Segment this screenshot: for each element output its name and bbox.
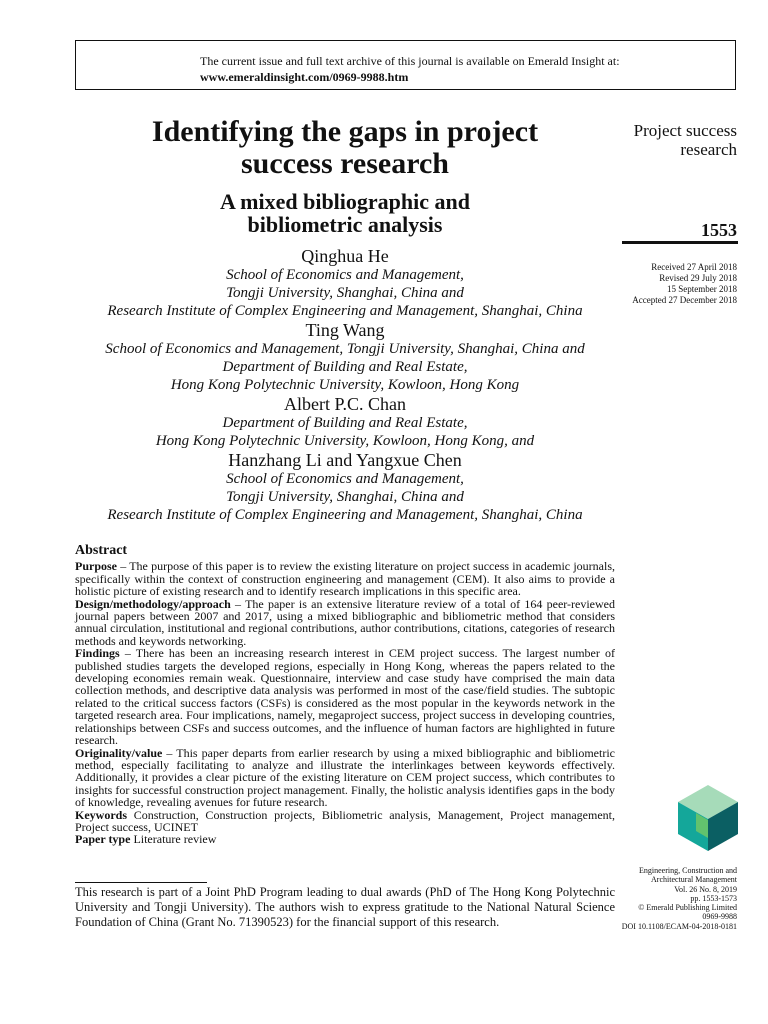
author-affiliation: Department of Building and Real Estate, [222,415,468,431]
running-title [634,121,737,159]
author-list [75,246,615,524]
section-label: Purpose [75,559,117,574]
accepted-date: Accepted 27 December 2018 [632,295,737,305]
section-label: Findings [75,646,120,661]
abstract-paper-type [75,833,615,845]
author-affiliation: Research Institute of Complex Engineering and Management, Shanghai, China [107,303,583,319]
journal-info [622,866,737,931]
section-label: Paper type [75,832,131,847]
journal-name-line-2: Architectural Management [651,875,737,885]
title-line-1: Identifying the gaps in project [151,115,539,148]
submission-dates [632,262,737,306]
author-affiliation: School of Economics and Management, [226,267,464,283]
abstract-design [75,598,615,648]
section-label: Keywords [75,807,127,822]
abstract [75,545,615,846]
journal-url-link[interactable]: www.emeraldinsight.com/0969-9988.htm [200,70,409,84]
abstract-keywords [75,809,615,834]
author-affiliation: Research Institute of Complex Engineering and Management, Shanghai, China [107,507,583,523]
funding-footnote: This research is part of a Joint PhD Program leading to dual awards (PhD of The Hong Kong Polytechnic University and Tongji University). The authors wish to express gratitude to the National Natural Science Foundation of China (Grant No. 71390523) for the financial support of this research. [75,885,615,929]
subtitle-line-1: A mixed bibliographic and [219,189,470,214]
abstract-findings [75,647,615,746]
author-affiliation: School of Economics and Management, Tongji University, Shanghai, China and [105,341,585,357]
revised-date: Revised 29 July 2018 [659,273,737,283]
journal-issn: 0969-9988 [702,912,737,922]
section-label: Design/methodology/approach [75,596,231,611]
section-text: Literature review [130,832,217,847]
author-affiliation: Tongji University, Shanghai, China and [226,489,464,505]
received-date: Received 27 April 2018 [651,262,737,272]
notice-text: The current issue and full text archive of this journal is available on Emerald Insight at: [200,54,620,68]
subtitle-line-2: bibliometric analysis [247,212,443,237]
revised-date-2: 15 September 2018 [667,284,737,294]
paper-title [75,116,615,180]
author-affiliation: Department of Building and Real Estate, [222,359,468,375]
author-name: Hanzhang Li and Yangxue Chen [228,450,462,470]
section-text: – The purpose of this paper is to review the existing literature on project success in academic journals, specifically within the context of construction engineering and management (CEM). It also aims to provide a holistic picture of existing research and to identify research implications in this specific area. [75,559,615,599]
availability-notice [200,53,620,85]
availability-notice-box [75,40,736,90]
running-title-line-1: Project success [633,121,737,140]
author-name: Albert P.C. Chan [283,394,406,414]
title-line-2: success research [240,147,449,180]
abstract-heading: Abstract [75,543,128,558]
abstract-originality [75,747,615,809]
author-affiliation: Tongji University, Shanghai, China and [226,285,464,301]
author-name: Qinghua He [301,246,389,266]
paper-subtitle [75,190,615,236]
section-text: Construction, Construction projects, Bibliometric analysis, Management, Project management, Project success, UCINET [75,807,615,834]
section-text: – The paper is an extensive literature review of a total of 164 peer-reviewed journal papers between 2007 and 2017, using a mixed bibliographic and bibliometric method that considers annual circulation, institutional and regional contributions, author contributions, citations, categories of research methods and keywords networking. [75,596,615,648]
journal-doi: DOI 10.1108/ECAM-04-2018-0181 [621,921,737,931]
section-label: Originality/value [75,745,163,760]
author-name: Ting Wang [305,320,385,340]
journal-copyright: © Emerald Publishing Limited [638,903,737,913]
side-divider [622,241,738,244]
author-affiliation: School of Economics and Management, [226,471,464,487]
abstract-purpose [75,560,615,597]
section-text: – This paper departs from earlier research by using a mixed bibliographic and bibliometric method, especially facilitating to analyze and illustrate the interlinkages between keywords effectively. Additionally, it provides a clear picture of the existing literature on CEM project success, which contributes to insights for successful construction project management. Finally, the holistic analysis identifies gaps in the body of knowledge, revealing avenues for future research. [75,745,615,810]
author-affiliation: Hong Kong Polytechnic University, Kowloon, Hong Kong [170,377,520,393]
author-affiliation: Hong Kong Polytechnic University, Kowloon, Hong Kong, and [155,433,535,449]
running-title-line-2: research [680,140,737,159]
journal-pages: pp. 1553-1573 [690,893,737,903]
page-number: 1553 [701,220,737,240]
journal-logo-icon [678,785,738,851]
journal-name-line-1: Engineering, Construction and [639,866,737,875]
journal-volume: Vol. 26 No. 8, 2019 [674,884,737,894]
section-text: – There has been an increasing research interest in CEM project success. The largest number of published studies targets the developed regions, especially in Hong Kong, whereas the papers related to the developing economies remain weak. Questionnaire, interview and case study have comprised the main data collection methods, and descriptive data analysis was performed in most of the case/field studies. The subtopic related to the critical success factors (CSFs) is considered as the most popular in the keywords network in the targeted research area. Four implications, namely, megaproject success, project success in developing countries, relationships between CSFs and success outcomes, and the influence of human factors are highlighted in future research. [75,646,615,748]
footnote-divider [75,882,207,883]
